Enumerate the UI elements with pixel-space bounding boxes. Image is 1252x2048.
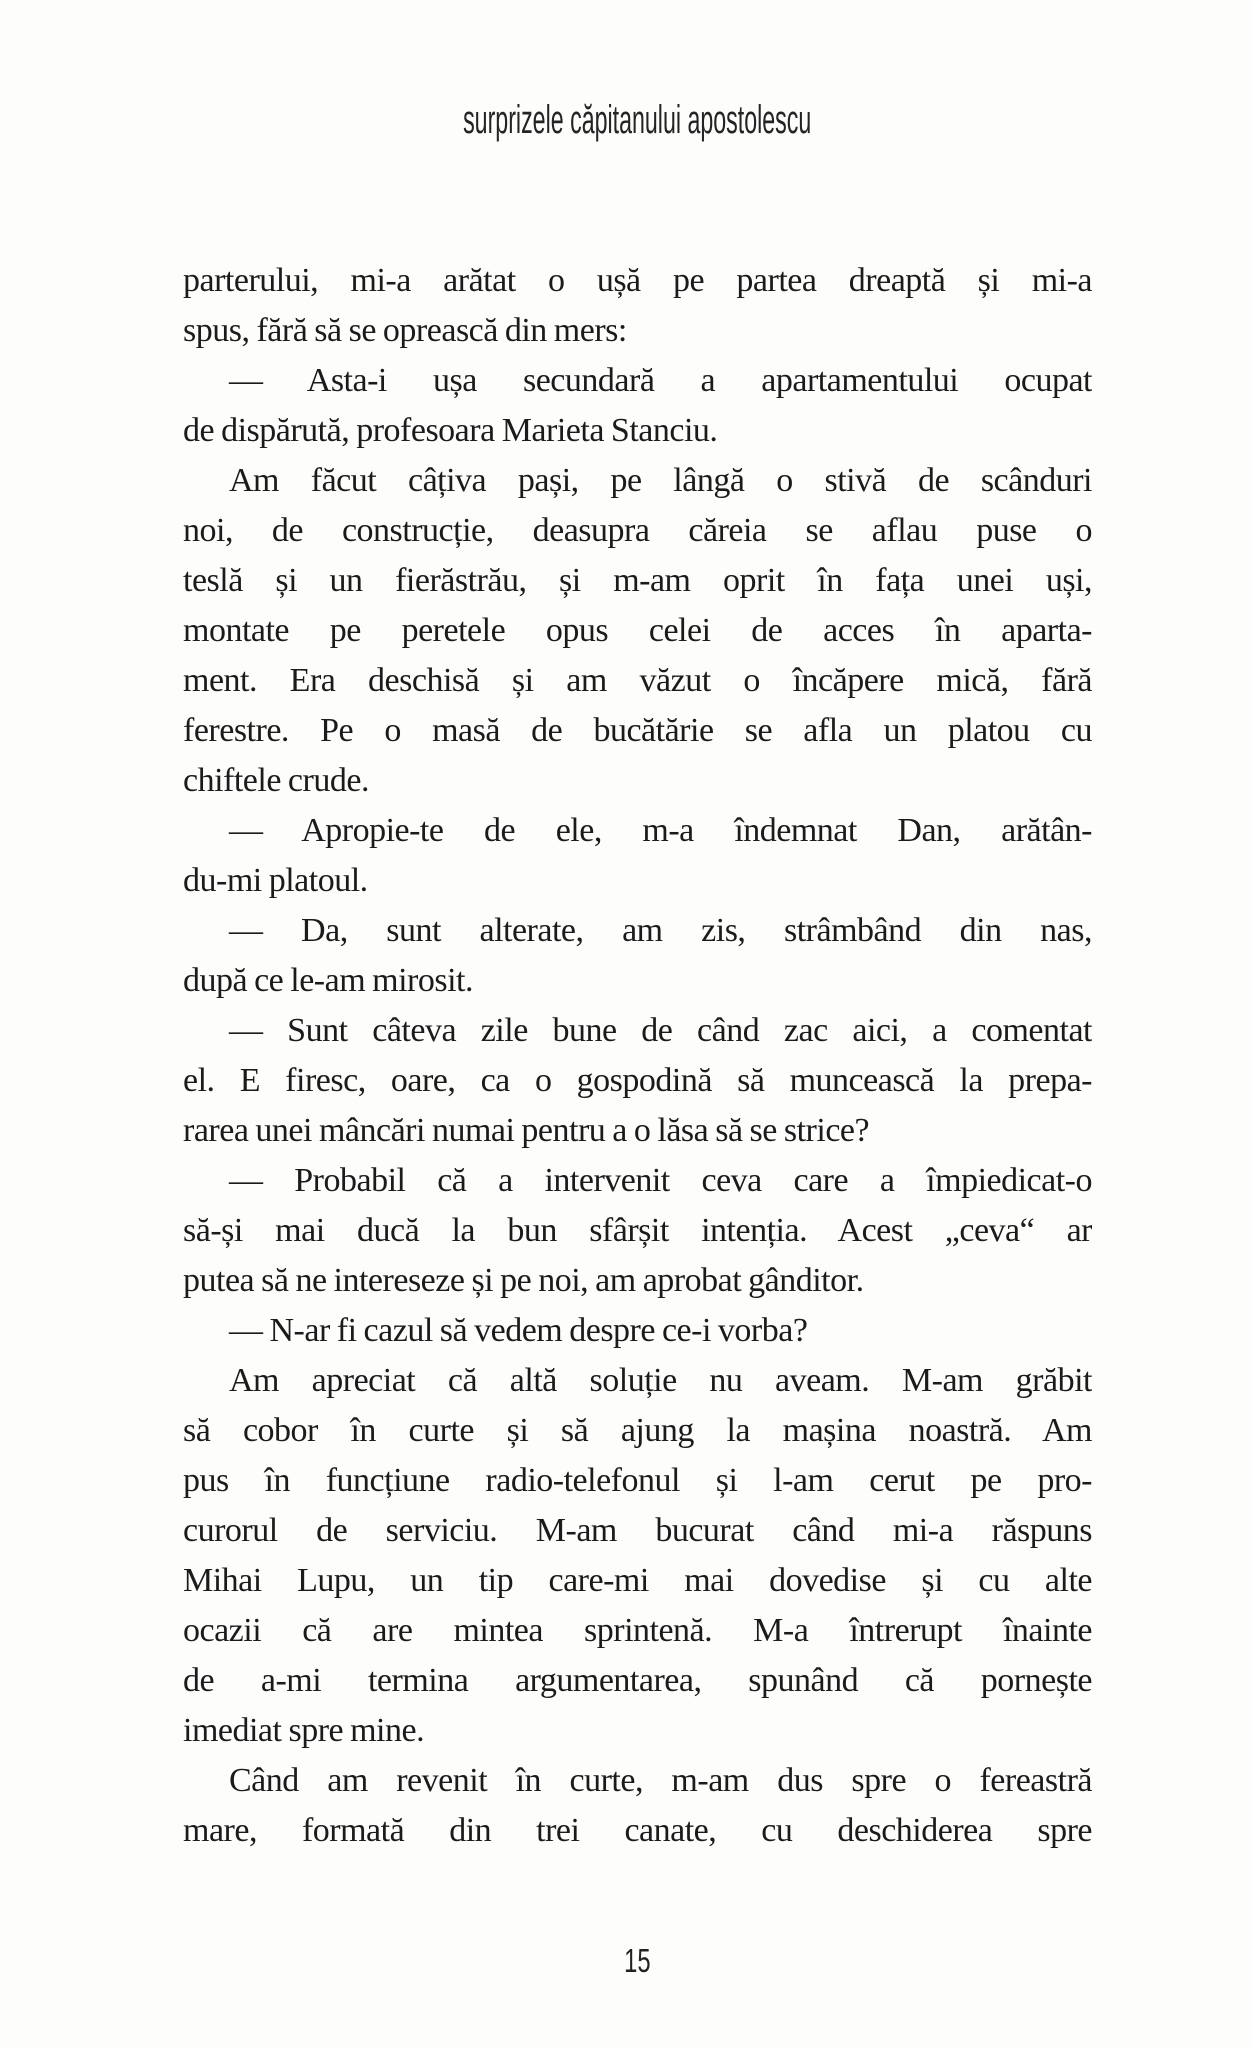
text-line: noi, de construcție, deasupra căreia se aflau puse o <box>183 512 1092 549</box>
text-line: să cobor în curte și să ajung la mașina noastră. Am <box>183 1412 1092 1449</box>
text-line: — Asta-i ușa secundară a apartamentului ocupat <box>229 362 1092 399</box>
running-header <box>183 100 1092 140</box>
text-line: Am apreciat că altă soluție nu aveam. M-am grăbit <box>229 1362 1092 1399</box>
running-header-text: surprizele căpitanului apostolescu <box>463 98 812 142</box>
text-line: — N-ar fi cazul să vedem despre ce-i vorba? <box>229 1312 808 1349</box>
text-line: ment. Era deschisă și am văzut o încăpere mică, fără <box>183 662 1092 699</box>
text-line: — Da, sunt alterate, am zis, strâmbând din nas, <box>229 912 1092 949</box>
text-line: de a-mi termina argumentarea, spunând că pornește <box>183 1662 1092 1699</box>
text-line: mare, formată din trei canate, cu deschiderea spre <box>183 1812 1092 1849</box>
text-line: — Apropie-te de ele, m-a îndemnat Dan, arătân- <box>229 812 1092 849</box>
text-block <box>183 256 1092 1856</box>
text-line: chiftele crude. <box>183 762 369 799</box>
text-line: Am făcut câțiva pași, pe lângă o stivă de scânduri <box>229 462 1092 499</box>
text-line: după ce le-am mirosit. <box>183 962 474 999</box>
page-number-text: 15 <box>624 1942 651 1979</box>
text-line: Mihai Lupu, un tip care-mi mai dovedise și cu alte <box>183 1562 1092 1599</box>
text-line: parterului, mi-a arătat o ușă pe partea dreaptă și mi-a <box>183 262 1092 299</box>
text-line: de dispărută, profesoara Marieta Stanciu. <box>183 412 718 449</box>
text-line: teslă și un fierăstrău, și m-am oprit în fața unei uși, <box>183 562 1092 599</box>
text-line: imediat spre mine. <box>183 1712 425 1749</box>
text-line: ferestre. Pe o masă de bucătărie se afla un platou cu <box>183 712 1092 749</box>
text-line: montate pe peretele opus celei de acces în aparta- <box>183 612 1092 649</box>
text-line: putea să ne intereseze și pe noi, am aprobat gânditor. <box>183 1262 864 1299</box>
text-line: Când am revenit în curte, m-am dus spre o fereastră <box>229 1762 1092 1799</box>
text-line: pus în funcțiune radio-telefonul și l-am cerut pe pro- <box>183 1462 1092 1499</box>
text-line: du-mi platoul. <box>183 862 368 899</box>
text-line: rarea unei mâncări numai pentru a o lăsa să se strice? <box>183 1112 870 1149</box>
text-line: el. E firesc, oare, ca o gospodină să muncească la prepa- <box>183 1062 1092 1099</box>
text-line: — Sunt câteva zile bune de când zac aici, a comentat <box>229 1012 1092 1049</box>
text-line: curorul de serviciu. M-am bucurat când mi-a răspuns <box>183 1512 1092 1549</box>
text-line: spus, fără să se oprească din mers: <box>183 312 627 349</box>
text-line: să-și mai ducă la bun sfârșit intenția. Acest „ceva“ ar <box>183 1212 1092 1249</box>
text-line: — Probabil că a intervenit ceva care a împiedicat-o <box>229 1162 1092 1199</box>
page-number <box>183 1944 1092 1977</box>
text-line: ocazii că are mintea sprintenă. M-a întrerupt înainte <box>183 1612 1092 1649</box>
